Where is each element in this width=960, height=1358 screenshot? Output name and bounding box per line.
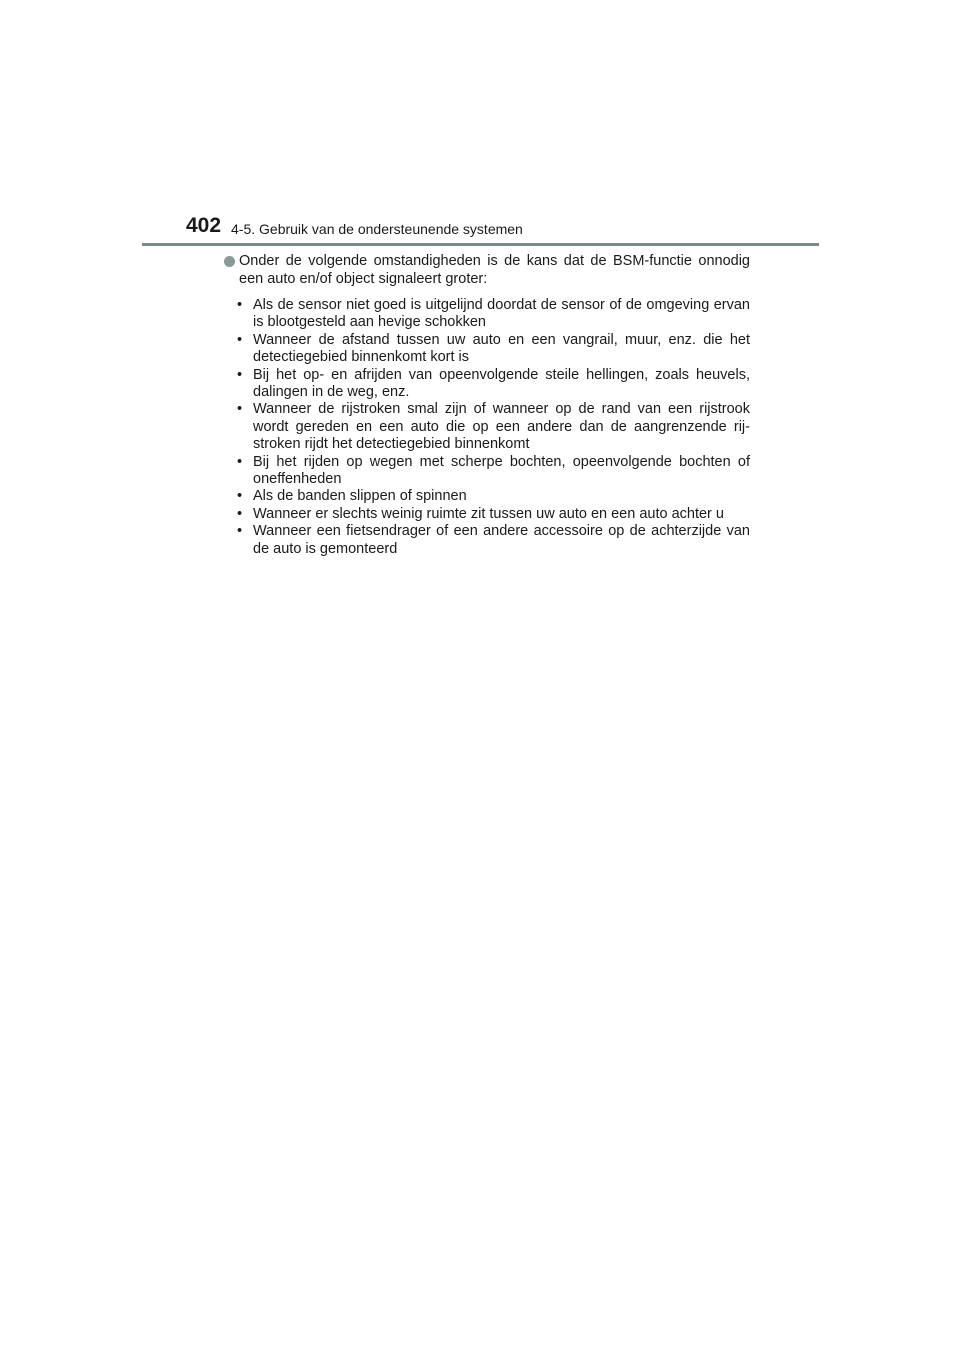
list-item-text: Wanneer de afstand tussen uw auto en een vangrail, muur, enz. die het detectiegebied binnenkomt kort is	[253, 331, 750, 366]
page-number: 402	[186, 214, 222, 237]
list-item-text: Bij het rijden op wegen met scherpe bochten, opeenvolgende bochten of oneffenheden	[253, 453, 750, 488]
list-item-text: Wanneer de rijstroken smal zijn of wanneer op de rand van een rijstrook wordt gereden en een auto die op een andere dan de aangrenzende rij-stroken rijdt het detectiegebied binnenkomt	[253, 401, 750, 453]
condition-list	[224, 297, 750, 558]
bullet-dot-icon: •	[237, 366, 243, 383]
circle-bullet-icon	[224, 256, 235, 267]
list-item	[224, 506, 750, 523]
list-item	[224, 297, 750, 332]
section-title: 4-5. Gebruik van de ondersteunende systemen	[231, 221, 523, 237]
bullet-dot-icon: •	[237, 401, 243, 418]
bullet-dot-icon: •	[237, 488, 243, 505]
list-item	[224, 454, 750, 489]
list-item-text: Als de banden slippen of spinnen	[253, 488, 467, 505]
bullet-dot-icon: •	[237, 297, 243, 313]
list-item-text: Wanneer een fietsendrager of een andere accessoire op de achterzijde van de auto is gemonteerd	[253, 523, 750, 557]
list-item-text: Als de sensor niet goed is uitgelijnd doordat de sensor of de omgeving ervan is blootgesteld aan hevige schokken	[253, 297, 750, 331]
list-item-text: Bij het op- en afrijden van opeenvolgende steile hellingen, zoals heuvels, dalingen in de weg, enz.	[253, 366, 750, 401]
bullet-dot-icon: •	[237, 523, 243, 540]
header-divider	[142, 243, 819, 246]
bullet-dot-icon: •	[237, 331, 243, 348]
bullet-heading	[224, 252, 750, 288]
list-item	[224, 332, 750, 367]
bsm-conditions-section	[224, 252, 750, 558]
bullet-dot-icon: •	[237, 505, 243, 522]
list-item	[224, 401, 750, 453]
list-item	[224, 523, 750, 558]
intro-text: Onder de volgende omstandigheden is de kans dat de BSM-functie onnodig een auto en/of object signaleert groter:	[239, 253, 750, 287]
list-item	[224, 367, 750, 402]
bullet-dot-icon: •	[237, 453, 243, 470]
list-item	[224, 488, 750, 505]
list-item-text: Wanneer er slechts weinig ruimte zit tussen uw auto en een auto achter u	[253, 505, 724, 522]
